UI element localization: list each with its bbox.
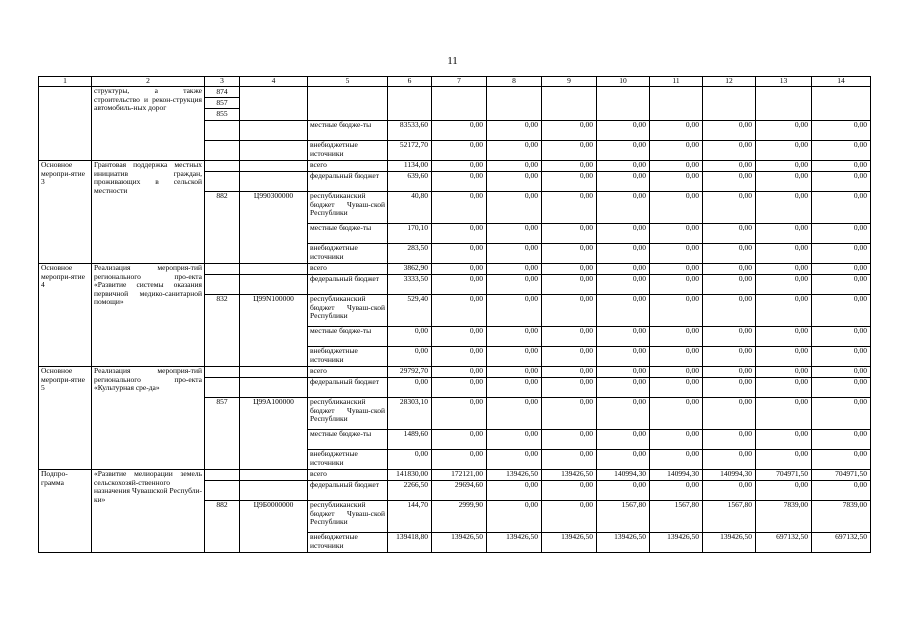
amount-col-10: 0,00 (597, 264, 650, 275)
amount-col-10: 0,00 (597, 347, 650, 367)
amount-col-12: 139426,50 (703, 533, 756, 553)
amount-col-6: 639,60 (388, 172, 432, 192)
amount-col-11: 0,00 (650, 450, 703, 470)
amount-col-7: 139426,50 (432, 533, 487, 553)
amount-col-7: 172121,00 (432, 470, 487, 481)
amount-col-9: 0,00 (542, 398, 597, 430)
amount-col-10: 0,00 (597, 121, 650, 141)
amount-col-11: 0,00 (650, 275, 703, 295)
amount-col-10: 0,00 (597, 398, 650, 430)
activity-name (39, 87, 92, 161)
amount-col-13: 0,00 (756, 264, 812, 275)
funding-source (308, 87, 388, 121)
amount-col-7: 0,00 (432, 192, 487, 224)
amount-col-10: 0,00 (597, 141, 650, 161)
amount-col-7: 0,00 (432, 450, 487, 470)
amount-col-9: 0,00 (542, 327, 597, 347)
amount-col-8: 0,00 (487, 367, 542, 378)
amount-col-12: 1567,80 (703, 501, 756, 533)
amount-col-6: 1489,60 (388, 430, 432, 450)
amount-col-7: 0,00 (432, 275, 487, 295)
kbk-code (240, 367, 308, 378)
amount-col-13: 0,00 (756, 378, 812, 398)
amount-col-13: 704971,50 (756, 470, 812, 481)
amount-col-9: 0,00 (542, 192, 597, 224)
amount-col-6: 170,10 (388, 224, 432, 244)
amount-col-13: 0,00 (756, 481, 812, 501)
amount-col-14 (812, 87, 871, 121)
amount-col-10: 0,00 (597, 244, 650, 264)
column-header-4: 4 (240, 77, 308, 87)
amount-col-10: 0,00 (597, 172, 650, 192)
amount-col-11: 0,00 (650, 244, 703, 264)
amount-col-9: 0,00 (542, 481, 597, 501)
column-header-9: 9 (542, 77, 597, 87)
amount-col-11 (650, 87, 703, 121)
amount-col-8: 139426,50 (487, 470, 542, 481)
amount-col-8: 0,00 (487, 501, 542, 533)
kbk-code: Ц99A100000 (240, 398, 308, 470)
amount-col-13: 0,00 (756, 192, 812, 224)
amount-col-6: 0,00 (388, 378, 432, 398)
amount-col-12: 0,00 (703, 327, 756, 347)
amount-col-14: 0,00 (812, 141, 871, 161)
amount-col-9: 0,00 (542, 161, 597, 172)
amount-col-6: 2266,50 (388, 481, 432, 501)
amount-col-10: 0,00 (597, 275, 650, 295)
amount-col-8: 0,00 (487, 398, 542, 430)
amount-col-11: 0,00 (650, 398, 703, 430)
amount-col-6: 283,50 (388, 244, 432, 264)
amount-col-14: 0,00 (812, 244, 871, 264)
activity-name: Основное меропри-ятие 5 (39, 367, 92, 470)
funding-source: внебюджетные источники (308, 450, 388, 470)
funding-source: всего (308, 161, 388, 172)
amount-col-6: 144,70 (388, 501, 432, 533)
amount-col-14: 0,00 (812, 481, 871, 501)
amount-col-12: 0,00 (703, 275, 756, 295)
kbk-code: Ц9Б0000000 (240, 501, 308, 553)
amount-col-7: 0,00 (432, 327, 487, 347)
amount-col-12: 0,00 (703, 141, 756, 161)
amount-col-8: 139426,50 (487, 533, 542, 553)
table-row (39, 161, 871, 172)
funding-source: местные бюдже-ты (308, 430, 388, 450)
amount-col-7: 0,00 (432, 141, 487, 161)
amount-col-7: 0,00 (432, 347, 487, 367)
amount-col-9: 0,00 (542, 430, 597, 450)
amount-col-12: 0,00 (703, 264, 756, 275)
kbk-code (240, 141, 308, 161)
funding-source: республиканский бюджет Чуваш-ской Республики (308, 192, 388, 224)
amount-col-12: 0,00 (703, 347, 756, 367)
amount-col-12: 0,00 (703, 481, 756, 501)
page-number: 11 (447, 55, 458, 67)
amount-col-8: 0,00 (487, 327, 542, 347)
amount-col-10: 0,00 (597, 430, 650, 450)
amount-col-13: 0,00 (756, 450, 812, 470)
amount-col-11: 0,00 (650, 378, 703, 398)
amount-col-13: 0,00 (756, 398, 812, 430)
amount-col-8: 0,00 (487, 161, 542, 172)
amount-col-9: 0,00 (542, 275, 597, 295)
amount-col-14: 0,00 (812, 192, 871, 224)
amount-col-10: 0,00 (597, 161, 650, 172)
column-header-11: 11 (650, 77, 703, 87)
amount-col-14: 0,00 (812, 275, 871, 295)
amount-col-7: 29694,60 (432, 481, 487, 501)
amount-col-8: 0,00 (487, 172, 542, 192)
amount-col-11: 1567,80 (650, 501, 703, 533)
amount-col-14: 0,00 (812, 367, 871, 378)
kbk-code: Ц990300000 (240, 192, 308, 264)
amount-col-13 (756, 87, 812, 121)
amount-col-8: 0,00 (487, 481, 542, 501)
funding-source: федеральный бюджет (308, 172, 388, 192)
amount-col-14: 704971,50 (812, 470, 871, 481)
column-header-14: 14 (812, 77, 871, 87)
amount-col-12: 0,00 (703, 450, 756, 470)
amount-col-10 (597, 87, 650, 121)
amount-col-6: 3333,50 (388, 275, 432, 295)
kbk-code (240, 264, 308, 275)
kbk-code: Ц99N100000 (240, 295, 308, 367)
funding-source: республиканский бюджет Чуваш-ской Республики (308, 398, 388, 430)
funding-source: местные бюдже-ты (308, 327, 388, 347)
amount-col-13: 0,00 (756, 141, 812, 161)
funding-source: федеральный бюджет (308, 481, 388, 501)
amount-col-9: 0,00 (542, 244, 597, 264)
amount-col-14: 0,00 (812, 295, 871, 327)
amount-col-9: 0,00 (542, 264, 597, 275)
amount-col-11: 0,00 (650, 172, 703, 192)
amount-col-6 (388, 87, 432, 121)
amount-col-10: 139426,50 (597, 533, 650, 553)
grbs-code (205, 275, 240, 295)
amount-col-8: 0,00 (487, 264, 542, 275)
amount-col-6: 0,00 (388, 347, 432, 367)
grbs-code: 874 (205, 87, 239, 98)
table-row (39, 367, 871, 378)
header-row (39, 77, 871, 87)
grbs-code (205, 161, 240, 172)
kbk-code (240, 161, 308, 172)
funding-source: республиканский бюджет Чуваш-ской Республики (308, 501, 388, 533)
amount-col-10: 0,00 (597, 192, 650, 224)
amount-col-6: 52172,70 (388, 141, 432, 161)
funding-source: внебюджетные источники (308, 244, 388, 264)
amount-col-12 (703, 87, 756, 121)
amount-col-14: 0,00 (812, 161, 871, 172)
amount-col-14: 7839,00 (812, 501, 871, 533)
grbs-code: 882 (205, 501, 240, 553)
amount-col-11: 0,00 (650, 121, 703, 141)
table-row (39, 264, 871, 275)
amount-col-10: 0,00 (597, 224, 650, 244)
amount-col-11: 0,00 (650, 347, 703, 367)
amount-col-13: 0,00 (756, 161, 812, 172)
amount-col-7: 2999,90 (432, 501, 487, 533)
amount-col-12: 0,00 (703, 295, 756, 327)
table-row (39, 87, 871, 121)
grbs-code (205, 367, 240, 378)
amount-col-10: 0,00 (597, 481, 650, 501)
amount-col-8: 0,00 (487, 275, 542, 295)
amount-col-12: 0,00 (703, 367, 756, 378)
amount-col-13: 0,00 (756, 295, 812, 327)
amount-col-9: 0,00 (542, 501, 597, 533)
funding-source: внебюджетные источники (308, 533, 388, 553)
amount-col-11: 139426,50 (650, 533, 703, 553)
amount-col-11: 0,00 (650, 141, 703, 161)
amount-col-13: 0,00 (756, 430, 812, 450)
budget-table (38, 76, 871, 553)
funding-source: всего (308, 470, 388, 481)
amount-col-9: 0,00 (542, 450, 597, 470)
activity-name: Основное меропри-ятие 4 (39, 264, 92, 367)
amount-col-11: 0,00 (650, 224, 703, 244)
amount-col-8: 0,00 (487, 378, 542, 398)
amount-col-7: 0,00 (432, 244, 487, 264)
amount-col-6: 139418,80 (388, 533, 432, 553)
amount-col-8 (487, 87, 542, 121)
column-header-2: 2 (92, 77, 205, 87)
amount-col-12: 0,00 (703, 378, 756, 398)
column-header-6: 6 (388, 77, 432, 87)
amount-col-9: 0,00 (542, 141, 597, 161)
funding-source: федеральный бюджет (308, 378, 388, 398)
amount-col-13: 0,00 (756, 367, 812, 378)
activity-description: «Развитие мелиорации земель сельскохозяй-ственного назначения Чувашской Республи-ки» (92, 470, 205, 553)
column-header-12: 12 (703, 77, 756, 87)
amount-col-6: 3862,90 (388, 264, 432, 275)
amount-col-9: 0,00 (542, 121, 597, 141)
activity-name: Основное меропри-ятие 3 (39, 161, 92, 264)
grbs-codes (205, 87, 240, 121)
amount-col-7: 0,00 (432, 121, 487, 141)
amount-col-14: 0,00 (812, 224, 871, 244)
grbs-code (205, 264, 240, 275)
kbk-code (240, 275, 308, 295)
amount-col-6: 28303,10 (388, 398, 432, 430)
amount-col-11: 140994,30 (650, 470, 703, 481)
amount-col-14: 697132,50 (812, 533, 871, 553)
column-header-3: 3 (205, 77, 240, 87)
amount-col-13: 0,00 (756, 224, 812, 244)
amount-col-14: 0,00 (812, 121, 871, 141)
amount-col-14: 0,00 (812, 450, 871, 470)
amount-col-12: 140994,30 (703, 470, 756, 481)
amount-col-9: 0,00 (542, 347, 597, 367)
amount-col-8: 0,00 (487, 430, 542, 450)
amount-col-9: 139426,50 (542, 533, 597, 553)
table-row (39, 470, 871, 481)
kbk-code (240, 378, 308, 398)
amount-col-7: 0,00 (432, 264, 487, 275)
activity-description: Реализация мероприя-тий регионального про-екта «Культурная сре-да» (92, 367, 205, 470)
amount-col-10: 0,00 (597, 378, 650, 398)
amount-col-6: 29792,70 (388, 367, 432, 378)
grbs-code: 855 (216, 109, 228, 118)
amount-col-7: 0,00 (432, 295, 487, 327)
funding-source: местные бюдже-ты (308, 224, 388, 244)
amount-col-10: 0,00 (597, 367, 650, 378)
amount-col-9: 0,00 (542, 378, 597, 398)
amount-col-14: 0,00 (812, 398, 871, 430)
grbs-code (205, 378, 240, 398)
amount-col-7: 0,00 (432, 378, 487, 398)
amount-col-12: 0,00 (703, 172, 756, 192)
amount-col-6: 1134,00 (388, 161, 432, 172)
amount-col-7 (432, 87, 487, 121)
amount-col-10: 1567,80 (597, 501, 650, 533)
grbs-code (205, 470, 240, 481)
amount-col-9 (542, 87, 597, 121)
amount-col-14: 0,00 (812, 327, 871, 347)
amount-col-14: 0,00 (812, 430, 871, 450)
amount-col-9: 0,00 (542, 172, 597, 192)
kbk-code (240, 172, 308, 192)
amount-col-10: 0,00 (597, 327, 650, 347)
amount-col-7: 0,00 (432, 161, 487, 172)
amount-col-10: 140994,30 (597, 470, 650, 481)
activity-name: Подпро-грамма (39, 470, 92, 553)
amount-col-12: 0,00 (703, 398, 756, 430)
funding-source: республиканский бюджет Чуваш-ской Республики (308, 295, 388, 327)
amount-col-8: 0,00 (487, 347, 542, 367)
amount-col-12: 0,00 (703, 430, 756, 450)
amount-col-9: 0,00 (542, 367, 597, 378)
amount-col-6: 40,80 (388, 192, 432, 224)
amount-col-7: 0,00 (432, 172, 487, 192)
amount-col-11: 0,00 (650, 192, 703, 224)
column-header-5: 5 (308, 77, 388, 87)
kbk-code (240, 87, 308, 121)
grbs-code (205, 141, 240, 161)
amount-col-13: 0,00 (756, 275, 812, 295)
amount-col-13: 0,00 (756, 244, 812, 264)
amount-col-7: 0,00 (432, 367, 487, 378)
grbs-code: 857 (205, 398, 240, 470)
amount-col-8: 0,00 (487, 244, 542, 264)
amount-col-8: 0,00 (487, 121, 542, 141)
amount-col-12: 0,00 (703, 161, 756, 172)
amount-col-14: 0,00 (812, 264, 871, 275)
table-body (39, 77, 871, 553)
amount-col-12: 0,00 (703, 192, 756, 224)
amount-col-6: 83533,60 (388, 121, 432, 141)
grbs-code: 882 (205, 192, 240, 264)
column-header-1: 1 (39, 77, 92, 87)
amount-col-13: 0,00 (756, 347, 812, 367)
amount-col-11: 0,00 (650, 481, 703, 501)
amount-col-11: 0,00 (650, 295, 703, 327)
amount-col-10: 0,00 (597, 295, 650, 327)
activity-description: Реализация мероприя-тий регионального про-екта «Развитие системы оказания первичной медико-санитарной помощи» (92, 264, 205, 367)
activity-description: структуры, а также строительство и рекон-струкция автомобиль-ных дорог (92, 87, 205, 161)
amount-col-14: 0,00 (812, 347, 871, 367)
amount-col-9: 0,00 (542, 295, 597, 327)
amount-col-12: 0,00 (703, 121, 756, 141)
funding-source: федеральный бюджет (308, 275, 388, 295)
amount-col-11: 0,00 (650, 264, 703, 275)
amount-col-13: 0,00 (756, 327, 812, 347)
funding-source: всего (308, 264, 388, 275)
amount-col-13: 0,00 (756, 121, 812, 141)
amount-col-12: 0,00 (703, 244, 756, 264)
amount-col-11: 0,00 (650, 367, 703, 378)
amount-col-13: 697132,50 (756, 533, 812, 553)
column-header-10: 10 (597, 77, 650, 87)
amount-col-11: 0,00 (650, 161, 703, 172)
amount-col-13: 7839,00 (756, 501, 812, 533)
amount-col-14: 0,00 (812, 378, 871, 398)
amount-col-11: 0,00 (650, 430, 703, 450)
amount-col-8: 0,00 (487, 192, 542, 224)
amount-col-8: 0,00 (487, 295, 542, 327)
amount-col-7: 0,00 (432, 398, 487, 430)
amount-col-14: 0,00 (812, 172, 871, 192)
column-header-8: 8 (487, 77, 542, 87)
amount-col-7: 0,00 (432, 224, 487, 244)
amount-col-6: 0,00 (388, 450, 432, 470)
kbk-code (240, 481, 308, 501)
grbs-code (205, 172, 240, 192)
amount-col-8: 0,00 (487, 450, 542, 470)
amount-col-7: 0,00 (432, 430, 487, 450)
grbs-code (205, 121, 240, 141)
amount-col-8: 0,00 (487, 141, 542, 161)
kbk-code (240, 121, 308, 141)
funding-source: внебюджетные источники (308, 141, 388, 161)
amount-col-8: 0,00 (487, 224, 542, 244)
funding-source: внебюджетные источники (308, 347, 388, 367)
funding-source: местные бюдже-ты (308, 121, 388, 141)
amount-col-10: 0,00 (597, 450, 650, 470)
grbs-code (205, 481, 240, 501)
amount-col-9: 139426,50 (542, 470, 597, 481)
amount-col-11: 0,00 (650, 327, 703, 347)
activity-description: Грантовая поддержка местных инициатив граждан, проживающих в сельской местности (92, 161, 205, 264)
amount-col-6: 0,00 (388, 327, 432, 347)
amount-col-9: 0,00 (542, 224, 597, 244)
grbs-code: 832 (205, 295, 240, 367)
funding-source: всего (308, 367, 388, 378)
grbs-code: 857 (205, 98, 239, 109)
kbk-code (240, 470, 308, 481)
column-header-7: 7 (432, 77, 487, 87)
amount-col-12: 0,00 (703, 224, 756, 244)
column-header-13: 13 (756, 77, 812, 87)
amount-col-6: 141830,00 (388, 470, 432, 481)
amount-col-6: 529,40 (388, 295, 432, 327)
amount-col-13: 0,00 (756, 172, 812, 192)
